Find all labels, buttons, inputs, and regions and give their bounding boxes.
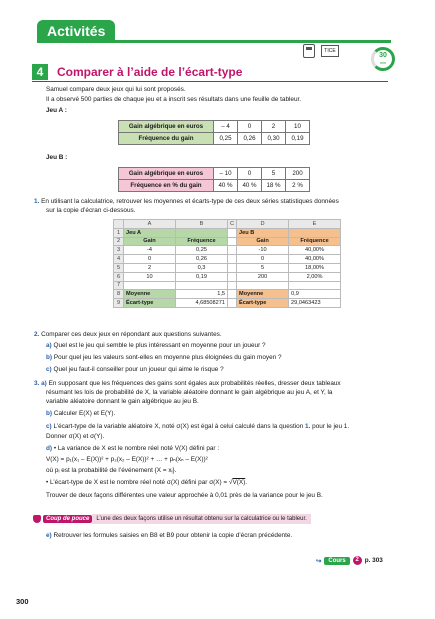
jeu-a-freq-cell: 0,30 xyxy=(262,133,286,145)
jeu-b-gain-cell: 0 xyxy=(238,168,262,180)
sheet-cell: Fréquence xyxy=(176,237,228,246)
sheet-cell xyxy=(124,281,176,290)
jeu-a-freq-cell: 0,25 xyxy=(214,133,238,145)
sheet-col-header: A xyxy=(124,220,176,229)
timer-value: 30 xyxy=(379,52,387,59)
jeu-a-gain-cell: – 4 xyxy=(214,121,238,133)
question-2 xyxy=(34,330,222,339)
sheet-cell xyxy=(228,237,237,246)
sheet-cell xyxy=(228,263,237,272)
jeu-b-table xyxy=(118,167,310,192)
sheet-cell xyxy=(228,246,237,255)
sheet-cell: 200 xyxy=(237,272,289,281)
question-1-line-1: En utilisant la calculatrice, retrouver les moyennes et écarts-type de ces deux séries statistiques données xyxy=(41,198,339,205)
sheet-cell xyxy=(228,255,237,264)
sheet-cell xyxy=(289,228,341,237)
subquestion-text: Retrouver les formules saisies en B8 et B9 pour obtenir la copie d’écran précédente. xyxy=(53,532,293,539)
sheet-cell xyxy=(237,281,289,290)
question-3c xyxy=(46,422,349,431)
calculator-icon xyxy=(303,44,315,58)
question-3c-text: L’écart-type de la variable aléatoire X, noté σ(X) est égal à celui calculé dans la question xyxy=(53,423,304,430)
sheet-corner xyxy=(114,220,124,229)
jeu-b-freq-cell: 40 % xyxy=(214,180,238,192)
sheet-cell: 40,00% xyxy=(289,246,341,255)
subquestion-text: Pour quel jeu les valeurs sont-elles en moyenne plus éloignées du gain moyen ? xyxy=(53,354,282,361)
sheet-cell: Moyenne xyxy=(237,290,289,299)
sheet-cell xyxy=(289,281,341,290)
coup-de-pouce-label: Coup de pouce xyxy=(43,515,92,523)
jeu-b-label: Jeu B : xyxy=(46,154,68,161)
subquestion-text: Calculer E(X) et E(Y). xyxy=(53,410,116,417)
sheet-cell: Gain xyxy=(124,237,176,246)
sheet-row-header: 2 xyxy=(114,237,124,246)
question-1 xyxy=(34,197,339,206)
question-3d xyxy=(46,444,219,453)
subquestion-label: b) xyxy=(46,354,53,361)
sheet-cell: 1,5 xyxy=(176,290,228,299)
sheet-cell: 40,00% xyxy=(289,255,341,264)
sheet-cell xyxy=(228,272,237,281)
subquestion-label: e) xyxy=(46,532,52,539)
sheet-cell: 0,19 xyxy=(176,272,228,281)
sheet-cell: 2 xyxy=(124,263,176,272)
jeu-a-row1-header: Gain algébrique en euros xyxy=(119,121,214,133)
activity-number: 4 xyxy=(32,64,48,80)
question-3a-line-3: variable aléatoire donnant le gain algébrique au jeu B. xyxy=(46,398,199,405)
question-3a xyxy=(34,379,341,388)
question-3d-line-1: • La variance de X est le nombre réel noté V(X) défini par : xyxy=(53,445,220,452)
jeu-b-gain-cell: 200 xyxy=(286,168,310,180)
subquestion-text: Quel jeu faut-il conseiller pour un joueur qui aime le risque ? xyxy=(53,366,224,373)
variance-formula: V(X) = p₁(x₁ – E(X))² + p₂(x₂ – E(X))² + … + pₙ(xₙ – E(X))² xyxy=(46,456,208,463)
question-2a xyxy=(46,341,266,350)
question-number: 1. xyxy=(34,198,40,205)
jeu-b-freq-cell: 18 % xyxy=(262,180,286,192)
jeu-a-freq-cell: 0,19 xyxy=(286,133,310,145)
jeu-b-gain-cell: 5 xyxy=(262,168,286,180)
sheet-row-header: 6 xyxy=(114,272,124,281)
title-underline xyxy=(32,81,388,82)
subquestion-label: c) xyxy=(46,366,52,373)
sheet-cell: 0,3 xyxy=(176,263,228,272)
sheet-cell: 0,26 xyxy=(176,255,228,264)
timer-unit: min xyxy=(379,60,387,65)
sheet-row-header: 4 xyxy=(114,255,124,264)
sheet-cell: 0,25 xyxy=(176,246,228,255)
intro-line-2: Il a observé 500 parties de chaque jeu et a inscrit ses résultats dans une feuille de tableur. xyxy=(46,96,302,103)
jeu-a-gain-cell: 0 xyxy=(238,121,262,133)
sheet-cell: Écart-type xyxy=(237,299,289,308)
cours-number: 2 xyxy=(353,556,362,565)
question-3a-line-2: résumant les lois de probabilité de X, la variable aléatoire donnant le gain algébrique au jeu A, et Y, la xyxy=(46,389,333,396)
jeu-a-label: Jeu A : xyxy=(46,107,67,114)
jeu-b-row1-header: Gain algébrique en euros xyxy=(119,168,214,180)
probability-note: où pᵢ est la probabilité de l’événement {X = xᵢ}. xyxy=(46,467,177,474)
sheet-cell: 4,68508271 xyxy=(176,299,228,308)
question-number: 2. xyxy=(34,331,40,338)
question-3d-task: Trouver de deux façons différentes une valeur approchée à 0,01 près de la variance pour le jeu B. xyxy=(46,492,323,499)
sheet-row-header: 5 xyxy=(114,263,124,272)
subquestion-label: b) xyxy=(46,410,53,417)
question-2-text: Comparer ces deux jeux en répondant aux questions suivantes. xyxy=(41,331,222,338)
sheet-cell xyxy=(228,281,237,290)
question-2c xyxy=(46,365,224,374)
cours-reference[interactable] xyxy=(316,556,383,565)
question-3c-end: pour le jeu 1. xyxy=(312,423,350,430)
sheet-row-header: 9 xyxy=(114,299,124,308)
sheet-cell: Écart-type xyxy=(124,299,176,308)
sheet-cell: 10 xyxy=(124,272,176,281)
question-2b xyxy=(46,353,282,362)
jeu-b-row2-header: Fréquence en % du gain xyxy=(119,180,214,192)
cours-label: Cours xyxy=(324,557,349,565)
stddev-end: . xyxy=(245,479,248,486)
sheet-row-header: 3 xyxy=(114,246,124,255)
sheet-row-header: 8 xyxy=(114,290,124,299)
sheet-cell: Gain xyxy=(237,237,289,246)
sheet-cell: 0,9 xyxy=(289,290,341,299)
coup-de-pouce-text: L’une des deux façons utilise un résultat obtenu sur la calculatrice ou le tableur. xyxy=(92,514,310,524)
question-3b xyxy=(46,409,115,418)
sheet-col-header: C xyxy=(228,220,237,229)
jeu-b-freq-cell: 40 % xyxy=(238,180,262,192)
arrow-right-icon: ↪ xyxy=(316,557,322,565)
sheet-cell xyxy=(228,299,237,308)
jeu-a-row2-header: Fréquence du gain xyxy=(119,133,214,145)
stddev-text: • L’écart-type de X est le nombre réel noté σ(X) défini par σ(X) = √ xyxy=(46,479,233,486)
stddev-definition xyxy=(46,478,247,487)
jeu-a-table xyxy=(118,120,310,145)
sheet-cell: Jeu A xyxy=(124,228,176,237)
sheet-cell xyxy=(228,228,237,237)
sheet-cell: Fréquence xyxy=(289,237,341,246)
question-3e xyxy=(46,531,292,540)
sheet-cell: 18,00% xyxy=(289,263,341,272)
question-3c-line-2: Donner σ(X) et σ(Y). xyxy=(46,433,105,440)
question-number: 3. xyxy=(34,380,40,387)
sheet-col-header: B xyxy=(176,220,228,229)
jeu-b-gain-cell: – 10 xyxy=(214,168,238,180)
tice-badge: TICE xyxy=(321,45,339,57)
jeu-b-freq-cell: 2 % xyxy=(286,180,310,192)
stddev-radicand: V(X) xyxy=(232,479,246,486)
sheet-cell xyxy=(176,281,228,290)
intro-line-1: Samuel compare deux jeux qui lui sont proposés. xyxy=(46,86,186,93)
sheet-cell: 5 xyxy=(237,263,289,272)
question-ref: 1. xyxy=(305,423,311,430)
activity-title: Comparer à l’aide de l’écart-type xyxy=(57,65,243,79)
header-rule xyxy=(37,40,391,43)
coup-de-pouce xyxy=(32,514,311,524)
sheet-cell: -10 xyxy=(237,246,289,255)
sheet-cell: 2,00% xyxy=(289,272,341,281)
sheet-cell: -4 xyxy=(124,246,176,255)
subquestion-label: d) xyxy=(46,445,53,452)
sheet-col-header: E xyxy=(289,220,341,229)
sheet-cell xyxy=(228,290,237,299)
question-3a-line-1: En supposant que les fréquences des gains sont égales aux probabilités réelles, dresser deux tableaux xyxy=(48,380,341,387)
timer-badge xyxy=(371,47,395,71)
sheet-row-header: 7 xyxy=(114,281,124,290)
jeu-a-freq-cell: 0,26 xyxy=(238,133,262,145)
subquestion-label: c) xyxy=(46,423,52,430)
section-tab: Activités xyxy=(37,20,115,42)
thumbs-up-icon xyxy=(33,515,41,523)
sheet-cell: Moyenne xyxy=(124,290,176,299)
jeu-a-gain-cell: 10 xyxy=(286,121,310,133)
sheet-cell: 0 xyxy=(124,255,176,264)
subquestion-label: a) xyxy=(46,342,52,349)
question-1-line-2: sur la copie d’écran ci-dessous. xyxy=(46,207,136,214)
sheet-cell: 29,0463423 xyxy=(289,299,341,308)
spreadsheet xyxy=(113,219,341,308)
sheet-cell xyxy=(176,228,228,237)
sheet-row-header: 1 xyxy=(114,228,124,237)
subquestion-text: Quel est le jeu qui semble le plus intéressant en moyenne pour un joueur ? xyxy=(53,342,266,349)
sheet-cell: Jeu B xyxy=(237,228,289,237)
page-number: 300 xyxy=(16,597,29,606)
page-reference: p. 303 xyxy=(364,557,383,564)
sheet-cell: 0 xyxy=(237,255,289,264)
sheet-col-header: D xyxy=(237,220,289,229)
jeu-a-gain-cell: 2 xyxy=(262,121,286,133)
subquestion-label: a) xyxy=(41,380,47,387)
